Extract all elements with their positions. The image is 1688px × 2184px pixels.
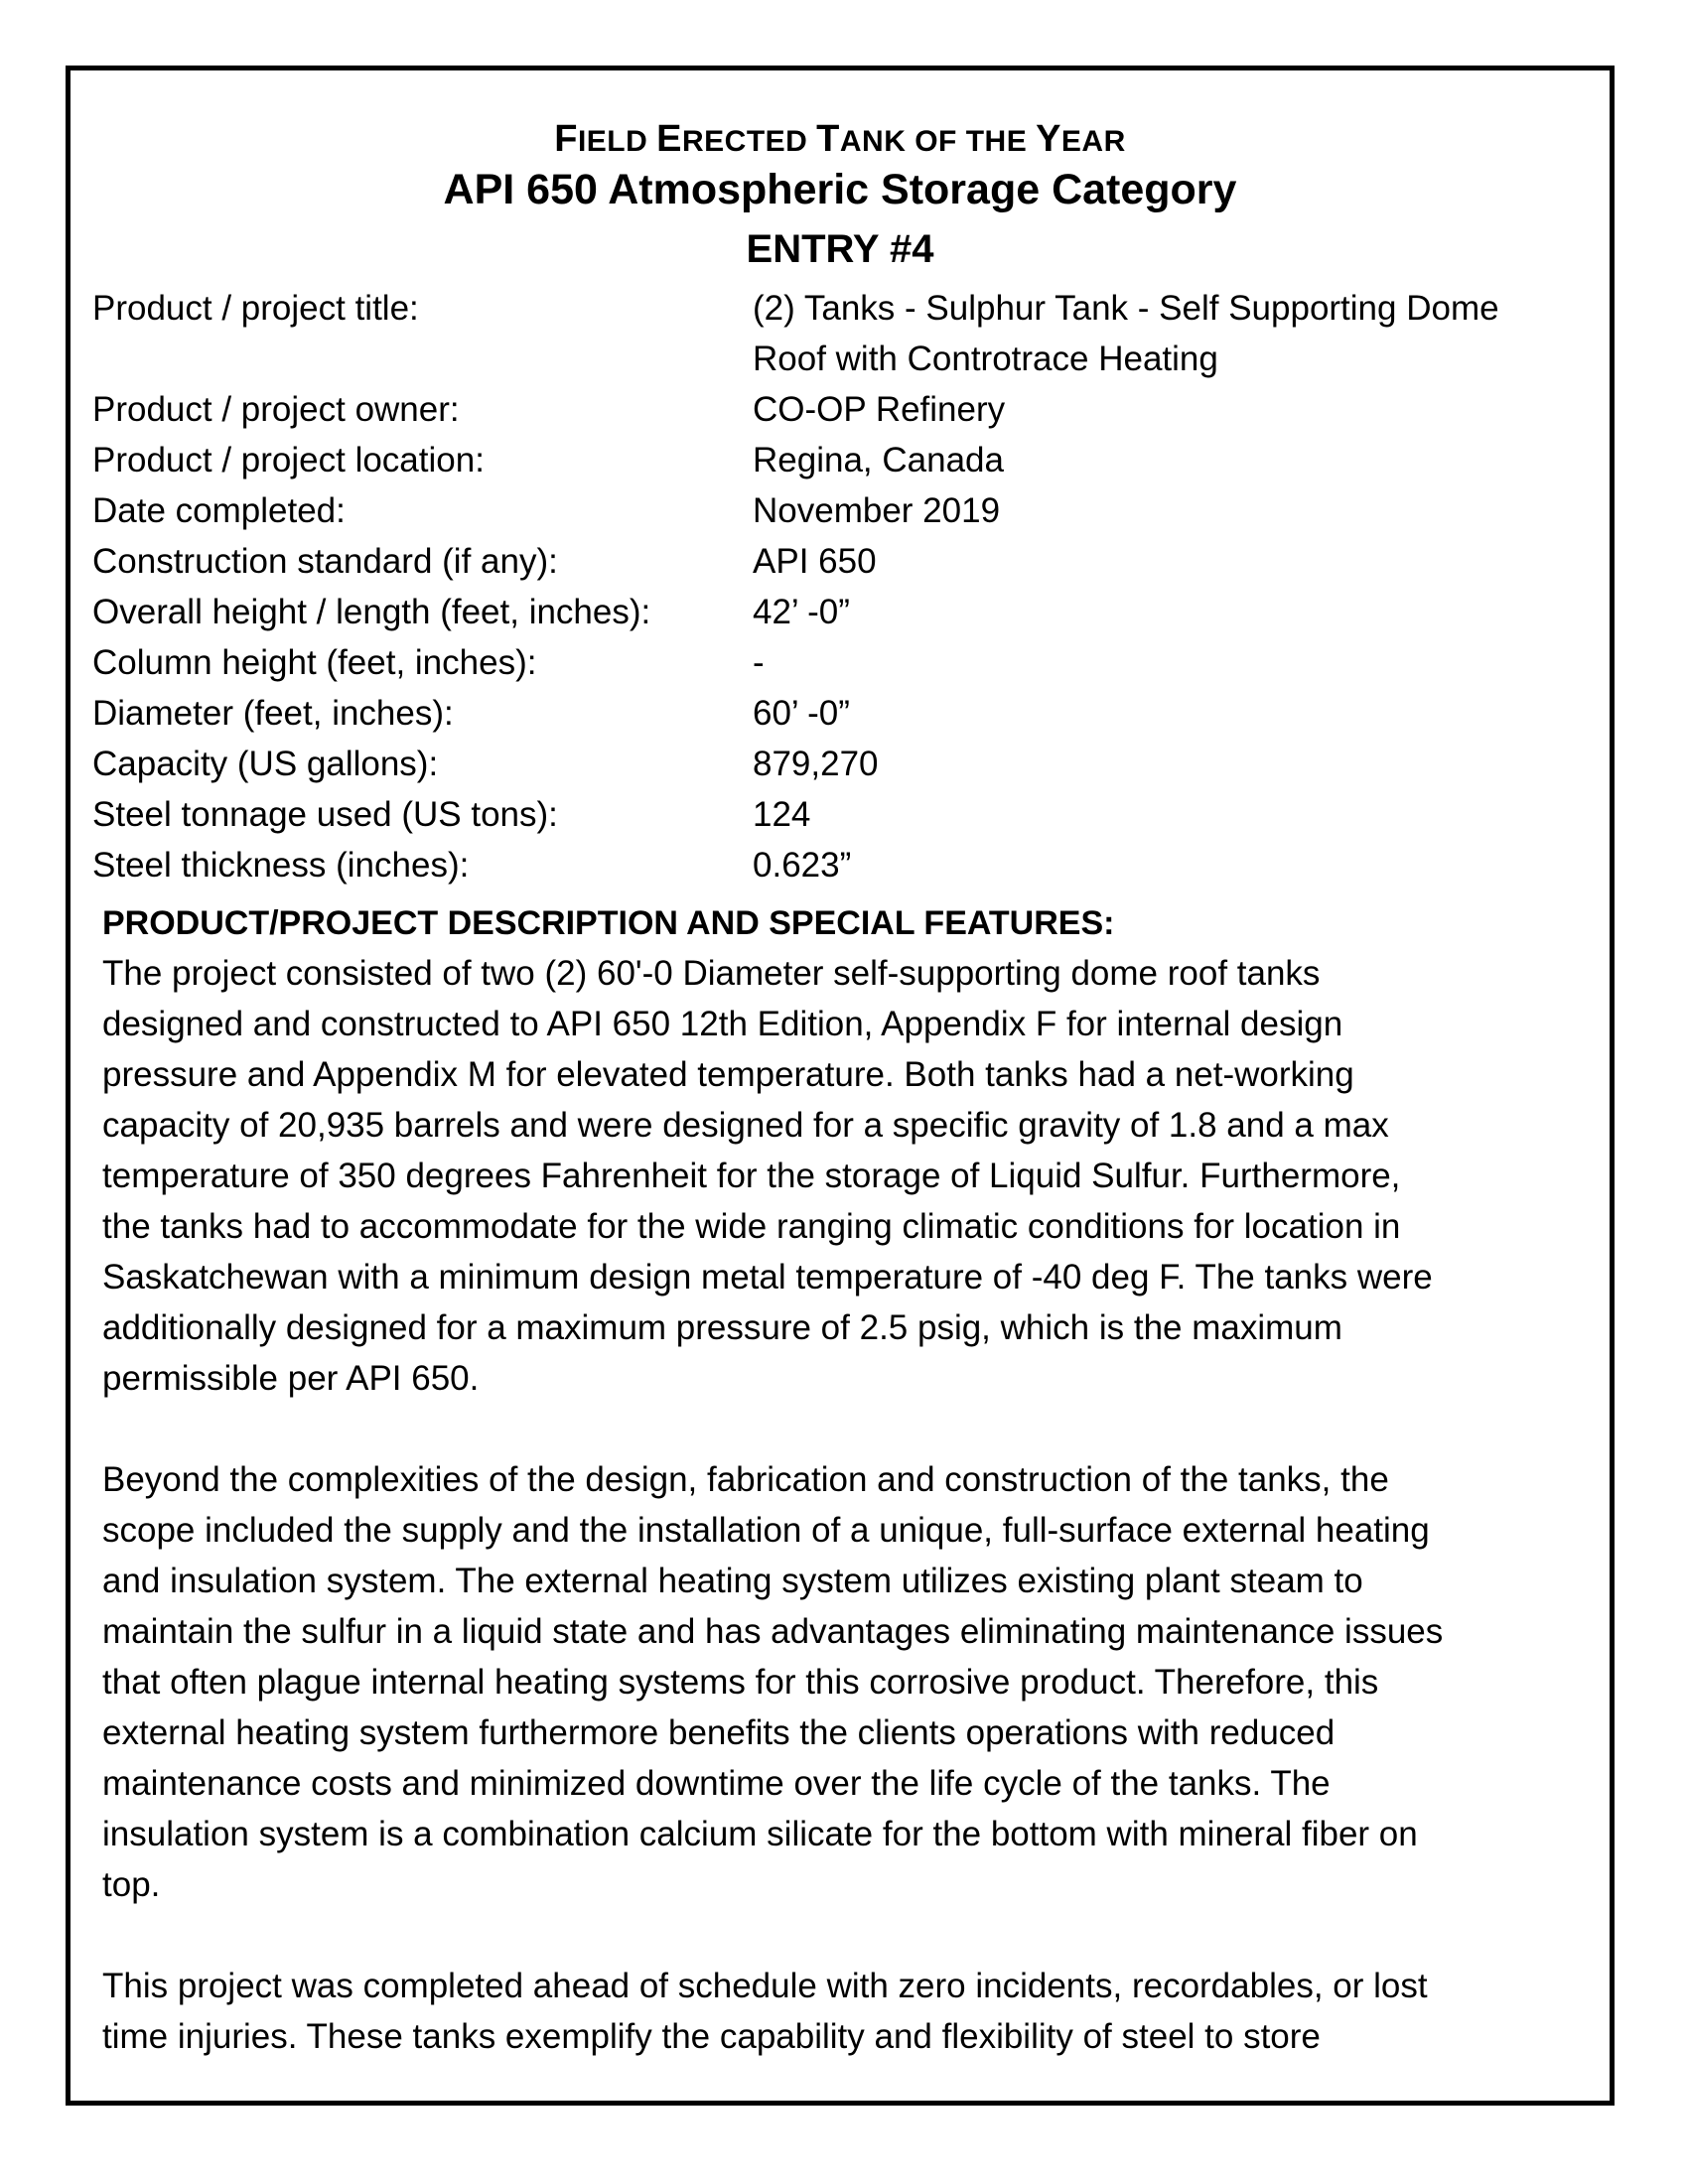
award-title-word-3: TANK OF THE: [816, 118, 1037, 160]
spec-label: Product / project title:: [92, 289, 419, 328]
text-line: insulation system is a combination calcium silicate for the bottom with mineral fiber on: [102, 1815, 1418, 1853]
award-title-word-4: YEAR: [1036, 118, 1126, 160]
text-line: time injuries. These tanks exemplify the capability and flexibility of steel to store: [102, 2017, 1321, 2056]
text-line: Beyond the complexities of the design, fabrication and construction of the tanks, the: [102, 1460, 1389, 1499]
spec-row-owner: [92, 384, 1582, 435]
spec-value: 60’ -0”: [753, 694, 850, 733]
spec-value: 879,270: [753, 745, 879, 783]
spec-table: [92, 283, 1582, 890]
spec-label: Product / project location:: [92, 441, 485, 479]
spec-value: (2) Tanks - Sulphur Tank - Self Supporting Dome Roof with Controtrace Heating: [753, 289, 1499, 378]
spec-row-height: [92, 587, 1582, 637]
spec-value: 0.623”: [753, 846, 852, 885]
award-title-word-1: FIELD: [554, 118, 657, 160]
spec-row-column-height: [92, 637, 1582, 688]
spec-row-date: [92, 485, 1582, 536]
text-line: pressure and Appendix M for elevated temperature. Both tanks had a net-working: [102, 1055, 1354, 1094]
text-line: top.: [102, 1865, 161, 1904]
description-paragraph-3: [102, 1961, 1582, 2062]
category-title: API 650 Atmospheric Storage Category: [443, 166, 1237, 213]
text-line: This project was completed ahead of schedule with zero incidents, recordables, or lost: [102, 1967, 1428, 2005]
text-line: that often plague internal heating systems for this corrosive product. Therefore, this: [102, 1663, 1379, 1702]
spec-row-location: [92, 435, 1582, 485]
spec-label: Steel thickness (inches):: [92, 846, 470, 885]
text-line: maintain the sulfur in a liquid state and has advantages eliminating maintenance issues: [102, 1612, 1444, 1651]
spec-row-tonnage: [92, 789, 1582, 840]
text-line: temperature of 350 degrees Fahrenheit for the storage of Liquid Sulfur. Furthermore,: [102, 1157, 1401, 1195]
spec-value: 124: [753, 795, 811, 834]
text-line: The project consisted of two (2) 60'-0 Diameter self-supporting dome roof tanks: [102, 954, 1321, 993]
spec-label: Overall height / length (feet, inches):: [92, 593, 651, 631]
spec-value: API 650: [753, 542, 877, 581]
spec-label: Date completed:: [92, 491, 346, 530]
spec-value: -: [753, 643, 765, 682]
text-line: capacity of 20,935 barrels and were designed for a specific gravity of 1.8 and a max: [102, 1106, 1389, 1145]
spec-row-capacity: [92, 739, 1582, 789]
spec-label: Steel tonnage used (US tons):: [92, 795, 558, 834]
text-line: Saskatchewan with a minimum design metal temperature of -40 deg F. The tanks were: [102, 1258, 1433, 1297]
spec-label: Capacity (US gallons):: [92, 745, 439, 783]
text-line: designed and constructed to API 650 12th Edition, Appendix F for internal design: [102, 1005, 1343, 1043]
spec-value: November 2019: [753, 491, 1001, 530]
text-line: permissible per API 650.: [102, 1359, 480, 1398]
spec-row-thickness: [92, 840, 1582, 890]
spec-label: Product / project owner:: [92, 390, 460, 429]
text-line: external heating system furthermore benefits the clients operations with reduced: [102, 1713, 1336, 1752]
spec-label: Diameter (feet, inches):: [92, 694, 454, 733]
page-border: [66, 66, 1615, 2106]
spec-label: Construction standard (if any):: [92, 542, 558, 581]
text-line: additionally designed for a maximum pressure of 2.5 psig, which is the maximum: [102, 1308, 1342, 1347]
description-heading: PRODUCT/PROJECT DESCRIPTION AND SPECIAL FEATURES:: [102, 904, 1115, 942]
spec-value: CO-OP Refinery: [753, 390, 1006, 429]
award-title: [70, 118, 1610, 161]
award-title-word-2: ERECTED: [656, 118, 817, 160]
spec-row-diameter: [92, 688, 1582, 739]
entry-number: ENTRY #4: [746, 227, 934, 271]
spec-value: Regina, Canada: [753, 441, 1004, 479]
description-body: [102, 948, 1582, 2113]
text-line: maintenance costs and minimized downtime over the life cycle of the tanks. The: [102, 1764, 1331, 1803]
description-paragraph-2: [102, 1454, 1582, 1910]
spec-row-title: [92, 283, 1582, 384]
text-line: the tanks had to accommodate for the wide ranging climatic conditions for location in: [102, 1207, 1401, 1246]
text-line: scope included the supply and the installation of a unique, full-surface external heating: [102, 1511, 1430, 1550]
spec-value: 42’ -0”: [753, 593, 850, 631]
text-line: and insulation system. The external heating system utilizes existing plant steam to: [102, 1562, 1363, 1600]
spec-label: Column height (feet, inches):: [92, 643, 537, 682]
spec-row-standard: [92, 536, 1582, 587]
description-paragraph-1: [102, 948, 1582, 1404]
